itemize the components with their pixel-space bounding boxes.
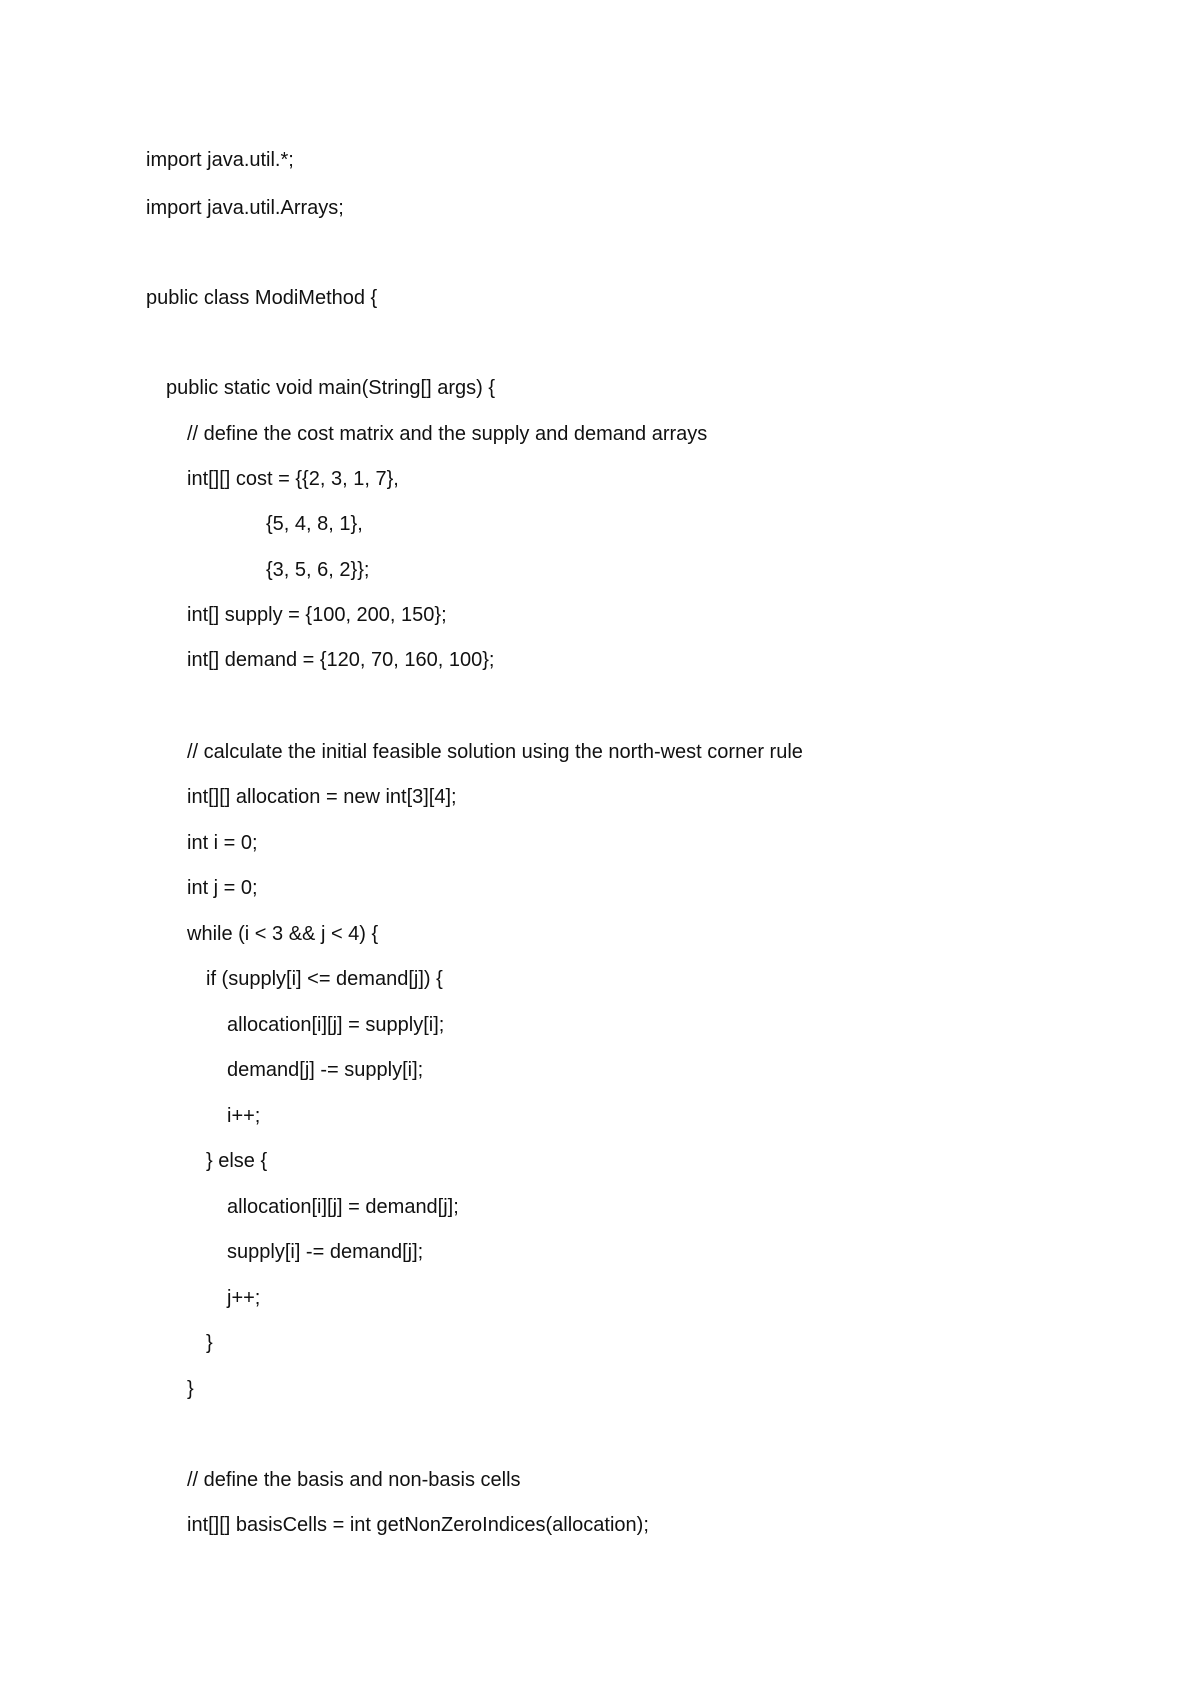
code-line: int[][] basisCells = int getNonZeroIndices(allocation); [187, 1514, 649, 1536]
code-line: if (supply[i] <= demand[j]) { [206, 968, 443, 990]
code-line: {5, 4, 8, 1}, [266, 513, 363, 535]
code-line: int[] supply = {100, 200, 150}; [187, 604, 447, 626]
code-line: int[] demand = {120, 70, 160, 100}; [187, 649, 495, 671]
code-comment: // calculate the initial feasible solution using the north-west corner rule [187, 741, 803, 763]
code-line: supply[i] -= demand[j]; [227, 1241, 424, 1263]
code-line: public class ModiMethod { [146, 287, 378, 309]
code-line: } [187, 1378, 194, 1400]
code-line: int[][] cost = {{2, 3, 1, 7}, [187, 468, 399, 490]
code-line: } else { [206, 1150, 268, 1172]
code-line: int i = 0; [187, 832, 258, 854]
code-line: import java.util.Arrays; [146, 197, 344, 219]
code-line: int[][] allocation = new int[3][4]; [187, 786, 457, 808]
code-line: demand[j] -= supply[i]; [227, 1059, 424, 1081]
code-line: {3, 5, 6, 2}}; [266, 559, 370, 581]
code-line: j++; [227, 1287, 261, 1309]
code-line: import java.util.*; [146, 149, 294, 171]
code-line: i++; [227, 1105, 261, 1127]
code-line: } [206, 1332, 213, 1354]
code-line: while (i < 3 && j < 4) { [187, 923, 379, 945]
code-line: allocation[i][j] = supply[i]; [227, 1014, 445, 1036]
code-comment: // define the cost matrix and the supply and demand arrays [187, 423, 708, 445]
code-comment: // define the basis and non-basis cells [187, 1469, 521, 1491]
code-line: allocation[i][j] = demand[j]; [227, 1196, 459, 1218]
code-line: public static void main(String[] args) { [166, 377, 496, 399]
code-line: int j = 0; [187, 877, 258, 899]
